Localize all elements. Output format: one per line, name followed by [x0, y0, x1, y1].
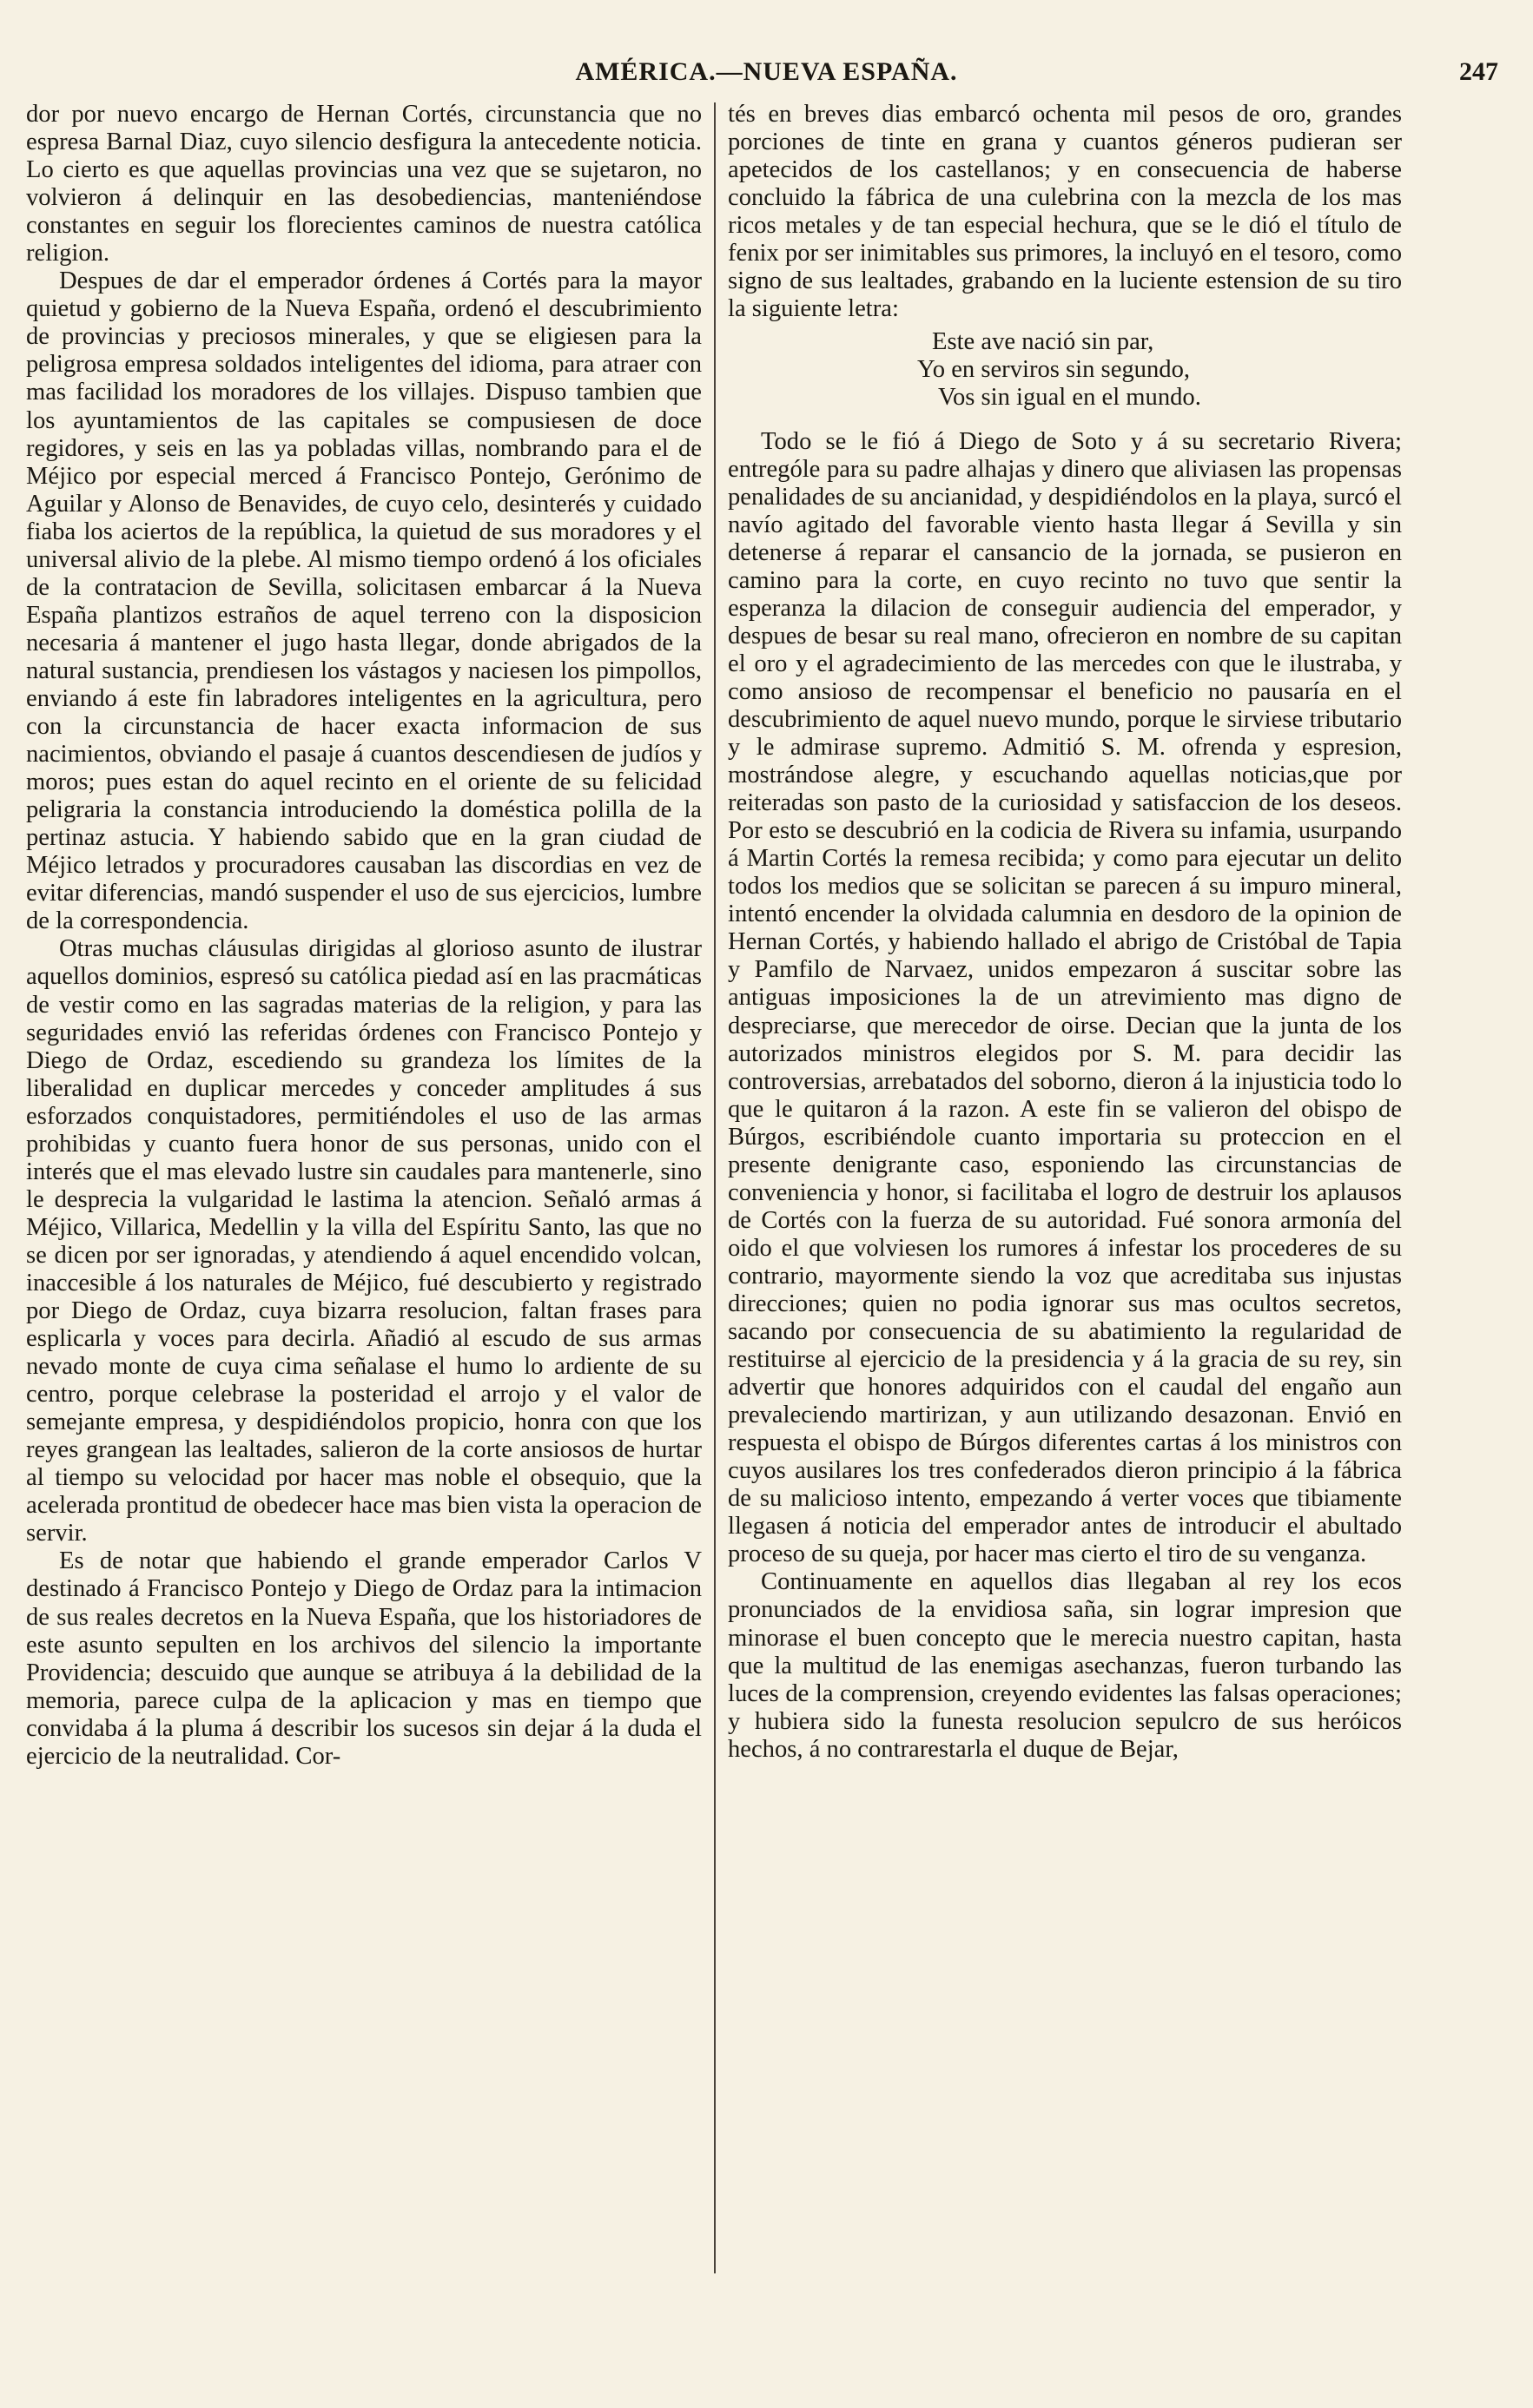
- right-column: [728, 101, 1402, 1764]
- verse-line: Yo en serviros sin segundo,: [917, 356, 1191, 384]
- column-divider: [714, 102, 716, 2273]
- page-number: 247: [1459, 57, 1498, 86]
- paragraph: Despues de dar el emperador órdenes á Cortés para la mayor quietud y gobierno de la Nueva España, ordenó el descubrimiento de provincias y preciosos minerales, y que se eligiesen para la peligrosa empresa soldados inteligentes del idioma, para atraer con mas facilidad los moradores de los villajes. Dispuso tambien que los ayuntamientos de las capitales se compusiesen de doce regidores, y seis en las ya pobladas villas, nombrando para el de Méjico por especial merced á Francisco Pontejo, Gerónimo de Aguilar y Alonso de Benavides, de cuyo celo, desinterés y cuidado fiaba los aciertos de la república, la quietud de sus moradores y el universal alivio de la plebe. Al mismo tiempo ordenó á los oficiales de la contratacion de Sevilla, solicitasen embarcar á la Nueva España plantizos estraños de aquel terreno con la disposicion necesaria á mantener el jugo hasta llegar, donde abrigados de la natural sustancia, prendiesen los vástagos y naciesen los pimpollos, enviando á este fin labradores inteligentes en la agricultura, pero con la circunstancia de hacer exacta informacion de sus nacimientos, obviando el pasaje á cuantos descendiesen de judíos y moros; pues estan do aquel recinto en el oriente de su felicidad peligraria la constancia introduciendo la doméstica polilla de la pertinaz astucia. Y habiendo sabido que en la gran ciudad de Méjico letrados y procuradores causaban las discordias en vez de evitar diferencias, mandó suspender el uso de sus ejercicios, lumbre de la correspondencia.: [26, 267, 702, 935]
- paragraph: dor por nuevo encargo de Hernan Cortés, circunstancia que no espresa Barnal Diaz, cuyo silencio desfigura la antecedente noticia. Lo cierto es que aquellas provincias una vez que se sujetaron, no volvieron á delinquir en las desobediencias, manteniéndose constantes en seguir los florecientes caminos de nuestra católica religion.: [26, 101, 702, 267]
- verse-line: Vos sin igual en el mundo.: [938, 384, 1201, 412]
- running-head: AMÉRICA.—NUEVA ESPAÑA.: [575, 57, 958, 86]
- paragraph: Es de notar que habiendo el grande emperador Carlos V destinado á Francisco Pontejo y Diego de Ordaz para la intimacion de sus reales decretos en la Nueva España, que los historiadores de este asunto sepulten en los archivos del silencio la importante Providencia; descuido que aunque se atribuya á la debilidad de la memoria, parece culpa de la aplicacion y mas en tiempo que convidaba á la pluma á describir los sucesos sin dejar á la duda el ejercicio de la neutralidad. Cor-: [26, 1547, 702, 1770]
- verse-line: Este ave nació sin par,: [932, 328, 1154, 356]
- verse-inscription: [728, 328, 1402, 412]
- paragraph: Continuamente en aquellos dias llegaban al rey los ecos pronunciados de la envidiosa saña, sin lograr impresion que minorase el buen concepto que le merecia nuestro capitan, hasta que la multitud de las enemigas asechanzas, fueron turbando las luces de la comprension, creyendo evidentes las falsas operaciones; y hubiera sido la funesta resolucion sepulcro de sus heróicos hechos, á no contrarestarla el duque de Bejar,: [728, 1568, 1402, 1763]
- paragraph: tés en breves dias embarcó ochenta mil pesos de oro, grandes porciones de tinte en grana y cuantos géneros pudieran ser apetecidos de los castellanos; y en consecuencia de haberse concluido la fábrica de una culebrina con la mezcla de los mas ricos metales y de tan especial hechura, que se le dió el título de fenix por ser inimitables sus primores, la incluyó en el tesoro, como signo de sus lealtades, grabando en la luciente estension de su tiro la siguiente letra:: [728, 101, 1402, 323]
- paragraph: Otras muchas cláusulas dirigidas al glorioso asunto de ilustrar aquellos dominios, espresó su católica piedad así en las pracmáticas de vestir como en las sagradas materias de la religion, y para las seguridades envió las referidas órdenes con Francisco Pontejo y Diego de Ordaz, escediendo su grandeza los límites de la liberalidad en duplicar mercedes y conceder amplitudes á sus esforzados conquistadores, permitiéndoles el uso de las armas prohibidas y cuanto fuera honor de sus personas, unido con el interés que el mas elevado lustre sin caudales para mantenerle, sino le desprecia la vulgaridad le lastima la atencion. Señaló armas á Méjico, Villarica, Medellin y la villa del Espíritu Santo, las que no se dicen por ser ignoradas, y atendiendo á aquel encendido volcan, inaccesible á los naturales de Méjico, fué descubierto y registrado por Diego de Ordaz, cuya bizarra resolucion, faltan frases para esplicarla y voces para decirla. Añadió al escudo de sus armas nevado monte de cuya cima señalase el humo lo ardiente de su centro, porque celebrase la posteridad el arrojo y el valor de semejante empresa, y despidiéndolos propicio, honra con que los reyes grangean las lealtades, salieron de la corte ansiosos de hurtar al tiempo su velocidad por hacer mas noble el obsequio, que la acelerada prontitud de obedecer hace mas bien vista la operacion de servir.: [26, 935, 702, 1547]
- left-column: [26, 101, 702, 1771]
- page-header: [0, 54, 1533, 96]
- paragraph: Todo se le fió á Diego de Soto y á su secretario Rivera; entrególe para su padre alhajas y dinero que aliviasen las propensas penalidades de su ancianidad, y despidiéndolos en la playa, surcó el navío agitado del favorable viento hasta llegar á Sevilla y sin detenerse á reparar el cansancio de la jornada, se pusieron en camino para la corte, en cuyo recinto no tuvo que sentir la esperanza la dilacion de conseguir audiencia del emperador, y despues de besar su real mano, ofrecieron en nombre de su capitan el oro y el agradecimiento de las mercedes con que le ilustraba, y como ansioso de recompensar el beneficio no pausaría en el descubrimiento de aquel nuevo mundo, porque le sirviese tributario y le admirase supremo. Admitió S. M. ofrenda y espresion, mostrándose alegre, y escuchando aquellas noticias,que por reiteradas son pasto de la curiosidad y satisfaccion de los deseos. Por esto se descubrió en la codicia de Rivera su infamia, usurpando á Martin Cortés la remesa recibida; y como para ejecutar un delito todos los medios que se solicitan se parecen á su impuro mineral, intentó encender la olvidada calumnia en desdoro de la opinion de Hernan Cortés, y habiendo hallado el abrigo de Cristóbal de Tapia y Pamfilo de Narvaez, unidos empezaron á suscitar sobre las antiguas imposiciones la de un atrevimiento mas digno de despreciarse, que merecedor de oirse. Decian que la junta de los autorizados ministros elegidos por S. M. para decidir las controversias, arrebatados del soborno, dieron á la injusticia todo lo que le quitaron á la razon. A este fin se valieron del obispo de Búrgos, escribiéndole cuanto importaria su proteccion en el presente denigrante caso, esponiendo las circunstancias de conveniencia y honor, si facilitaba el logro de destruir los aplausos de Cortés con la fuerza de su autoridad. Fué sonora armonía del oido el que volviesen los rumores á infestar los procederes de su contrario, mayormente siendo la voz que acreditaba sus injustas direcciones; quien no podia ignorar sus mas ocultos secretos, sacando por consecuencia de su abatimiento la regularidad de restituirse al ejercicio de la presidencia y á la gracia de su rey, sin advertir que honores adquiridos con el caudal del engaño aun prevaleciendo martirizan, y aun utilizando desazonan. Envió en respuesta el obispo de Búrgos diferentes cartas á los ministros con cuyos ausilares los tres confederados dieron principio á la fábrica de su malicioso intento, empezando á verter voces que tibiamente llegasen á noticia del emperador antes de introducir el abultado proceso de su queja, por hacer mas cierto el tiro de su venganza.: [728, 427, 1402, 1568]
